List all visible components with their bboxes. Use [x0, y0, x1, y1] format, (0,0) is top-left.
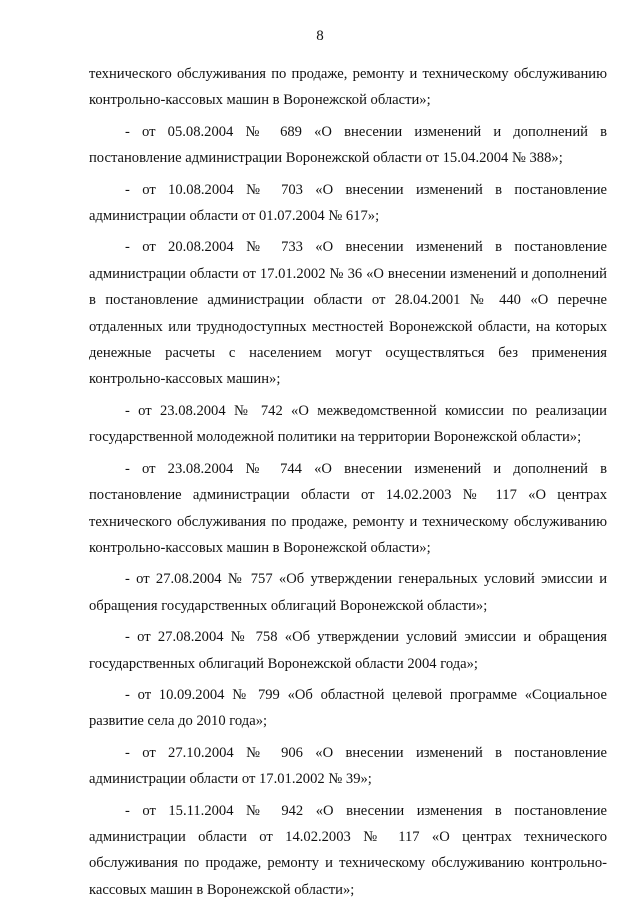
page-number: 8 [316, 28, 324, 44]
list-item-decree-758: - от 27.08.2004 № 758 «Об утверждении условий эмиссии и обращения государственных облигаций Воронежской области 2004 года»; [89, 629, 607, 672]
list-item-decree-906: - от 27.10.2004 № 906 «О внесении изменений в постановление администрации области от 17.01.2002 № 39»; [89, 744, 607, 788]
list-item-decree-757: - от 27.08.2004 № 757 «Об утверждении генеральных условий эмиссии и обращения государственных облигаций Воронежской области»; [89, 571, 607, 614]
list-item-decree-799: - от 10.09.2004 № 799 «Об областной целевой программе «Социальное развитие села до 2010 года»; [89, 686, 607, 730]
list-item-decree-689: - от 05.08.2004 № 689 «О внесении изменений и дополнений в постановление администрации Воронежской области от 15.04.2004 № 388»; [89, 123, 607, 167]
list-item-decree-744: - от 23.08.2004 № 744 «О внесении изменений и дополнений в постановление администрации области от 14.02.2003 № 117 «О центрах технического обслуживания по продаже, ремонту и техническому обслуживанию контрольно-кассовых машин в Воронежской области»; [89, 460, 607, 556]
document-body [89, 61, 607, 908]
list-item-decree-733: - от 20.08.2004 № 733 «О внесении изменений в постановление администрации области от 17.01.2002 № 36 «О внесении изменений и дополнений в постановление администрации области от 28.04.2001 № 440 «О перечне отдаленных или труднодоступных местностей Воронежской области, на которых денежные расчеты с населением могут осуществляться без применения контрольно-кассовых машин»; [89, 239, 607, 388]
list-item-decree-703: - от 10.08.2004 № 703 «О внесении изменений в постановление администрации области от 01.07.2004 № 617»; [89, 181, 607, 225]
list-item-decree-742: - от 23.08.2004 № 742 «О межведомственной комиссии по реализации государственной молодежной политики на территории Воронежской области»; [89, 402, 607, 446]
list-item-decree-942: - от 15.11.2004 № 942 «О внесении изменения в постановление администрации области от 14.02.2003 № 117 «О центрах технического обслуживания по продаже, ремонту и техническому обслуживанию контрольно-кассовых машин в Воронежской области»; [89, 802, 607, 898]
paragraph-continuation: технического обслуживания по продаже, ремонту и техническому обслуживанию контрольно-кассовых машин в Воронежской области»; [89, 66, 607, 109]
